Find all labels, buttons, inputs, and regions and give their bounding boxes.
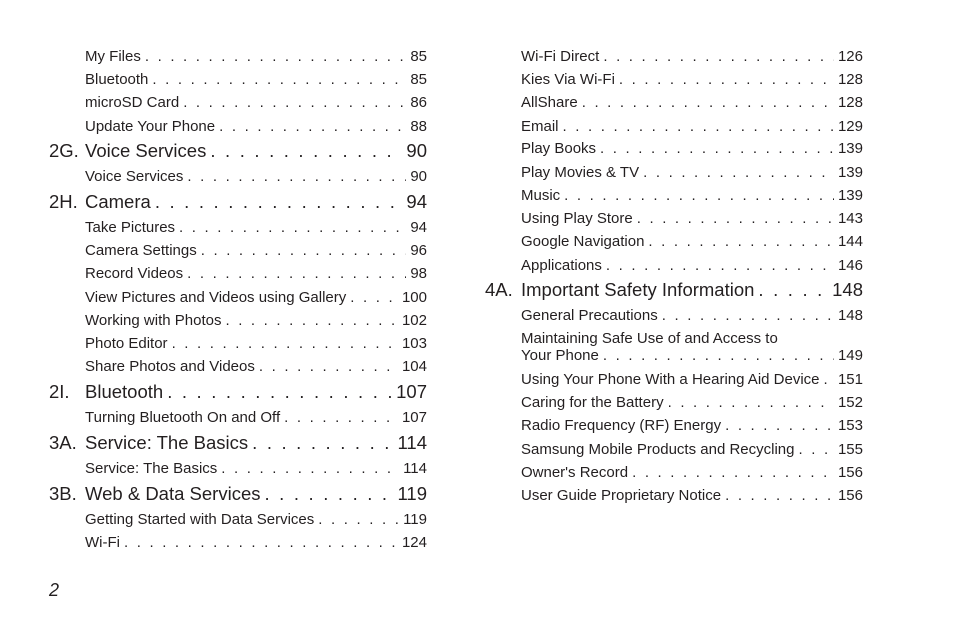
dot-leader [318,511,399,528]
toc-page-number: 90 [406,139,427,161]
dot-leader [637,210,834,227]
toc-entry-label: Play Books [521,140,597,157]
toc-entry-label: General Precautions [521,307,658,324]
toc-page-number: 144 [837,233,863,250]
dot-leader [187,168,406,185]
dot-leader [725,487,834,504]
toc-entry [521,257,863,274]
toc-page-number: 139 [837,140,863,157]
toc-page-number: 90 [410,168,427,185]
dot-leader [172,335,398,352]
toc-page-number: 148 [832,278,863,300]
toc-entry-label: Camera Settings [85,242,197,259]
toc-entry-label: Bluetooth [85,71,149,88]
dot-leader [619,71,834,88]
dot-leader [264,483,393,505]
toc-page-number: 149 [837,347,863,364]
dot-leader [152,71,406,88]
dot-leader [210,140,402,162]
dot-leader [221,460,399,477]
toc-entry-label: Record Videos [85,265,184,282]
toc-entry-label: Turning Bluetooth On and Off [85,409,281,426]
toc-chapter-title: Web & Data Services [85,482,261,504]
dot-leader [648,233,834,250]
dot-leader [252,432,393,454]
dot-leader [183,94,406,111]
toc-entry-label: Service: The Basics [85,460,218,477]
dot-leader [603,347,834,364]
toc-entry-label: Play Movies & TV [521,164,640,181]
dot-leader [582,94,834,111]
toc-page-number: 139 [837,187,863,204]
dot-leader [668,394,834,411]
toc-chapter-number: 3A. [49,431,77,453]
toc-entry-label: Wi-Fi [85,534,120,551]
toc-entry [85,48,427,65]
toc-page-number: 143 [837,210,863,227]
toc-page-number: 119 [397,482,427,504]
toc-entry [521,118,863,135]
toc-page-number: 107 [401,409,427,426]
toc-page-number: 88 [410,118,427,135]
toc-page-number: 86 [410,94,427,111]
dot-leader [643,164,834,181]
toc-chapter-entry [49,483,427,505]
toc-chapter-entry [49,381,427,403]
toc-entry [521,164,863,181]
toc-entry [521,48,863,65]
toc-chapter-label [49,432,248,454]
toc-chapter-number: 3B. [49,482,77,504]
toc-entry-label: Getting Started with Data Services [85,511,315,528]
toc-entry-label: Applications [521,257,602,274]
dot-leader [824,371,834,388]
toc-entry [85,242,427,259]
toc-page-number: 85 [410,71,427,88]
toc-chapter-label [49,483,260,505]
toc-entry [85,460,427,477]
toc-entry-label: Caring for the Battery [521,394,664,411]
toc-page-number: 128 [837,94,863,111]
toc-chapter-title: Camera [85,190,151,212]
toc-entry [521,371,863,388]
toc-entry [85,265,427,282]
toc-page-number: 128 [837,71,863,88]
dot-leader [155,191,403,213]
dot-leader [179,219,406,236]
toc-page-number: 126 [837,48,863,65]
toc-page-number: 152 [837,394,863,411]
toc-page-number: 94 [410,219,427,236]
toc-entry [521,464,863,481]
toc-chapter-entry [49,432,427,454]
toc-entry-label-line1: Maintaining Safe Use of and Access to [521,330,778,347]
toc-entry [521,140,863,157]
dot-leader [350,289,398,306]
toc-page-number: 100 [401,289,427,306]
toc-page-number: 146 [837,257,863,274]
toc-page-number: 156 [837,464,863,481]
toc-page-number: 148 [837,307,863,324]
toc-entry [85,511,427,528]
toc-entry [85,71,427,88]
toc-entry-label: Your Phone [521,347,599,364]
dot-leader [606,257,834,274]
toc-page-number: 129 [837,118,863,135]
toc-chapter-number: 2I. [49,380,70,402]
toc-entry-label: View Pictures and Videos using Gallery [85,289,347,306]
toc-entry [85,118,427,135]
toc-entry [85,358,427,375]
toc-entry-label: Radio Frequency (RF) Energy [521,417,722,434]
toc-page-number: 102 [401,312,427,329]
toc-page-number: 96 [410,242,427,259]
toc-chapter-number: 2H. [49,190,78,212]
toc-entry [521,210,863,227]
toc-entry-label: Photo Editor [85,335,168,352]
toc-page-number: 156 [837,487,863,504]
toc-entry [521,233,863,250]
toc-chapter-entry [49,140,427,162]
toc-chapter-label [485,279,754,301]
toc-entry [85,219,427,236]
toc-entry-label: Google Navigation [521,233,645,250]
toc-entry-label: Kies Via Wi-Fi [521,71,615,88]
toc-entry-label: Wi-Fi Direct [521,48,600,65]
toc-entry-label: Using Your Phone With a Hearing Aid Device [521,371,820,388]
toc-entry [521,441,863,458]
toc-entry [521,94,863,111]
dot-leader [145,48,406,65]
dot-leader [201,242,407,259]
dot-leader [284,409,398,426]
toc-chapter-entry [49,191,427,213]
toc-entry [85,289,427,306]
toc-chapter-number: 4A. [485,278,513,300]
toc-entry [521,417,863,434]
dot-leader [600,140,834,157]
toc-page-number: 114 [403,460,427,477]
toc-entry [521,307,863,324]
dot-leader [798,441,833,458]
toc-entry-label: Music [521,187,561,204]
toc-entry-label: My Files [85,48,141,65]
toc-entry-label: Update Your Phone [85,118,216,135]
dot-leader [167,381,392,403]
toc-entry [521,394,863,411]
toc-page-number: 155 [837,441,863,458]
toc-page-number: 124 [401,534,427,551]
toc-entry-label: Using Play Store [521,210,633,227]
toc-page-number: 151 [837,371,863,388]
dot-leader [219,118,406,135]
toc-chapter-title: Bluetooth [85,380,164,402]
toc-chapter-title: Important Safety Information [521,278,755,300]
dot-leader [632,464,834,481]
toc-entry-label: AllShare [521,94,578,111]
toc-entry [521,187,863,204]
toc-entry [85,94,427,111]
toc-entry [85,409,427,426]
toc-entry [85,312,427,329]
toc-entry-label: Voice Services [85,168,184,185]
toc-entry-label: Take Pictures [85,219,176,236]
toc-page-number: 119 [403,511,427,528]
dot-leader [225,312,398,329]
dot-leader [259,358,398,375]
dot-leader [563,118,834,135]
toc-page-number: 94 [406,190,427,212]
toc-entry-label: Working with Photos [85,312,222,329]
dot-leader [564,187,834,204]
toc-page-number: 103 [401,335,427,352]
toc-page-number: 114 [397,431,427,453]
toc-entry-label: Email [521,118,559,135]
toc-entry [85,335,427,352]
page-number: 2 [49,580,60,600]
toc-chapter-label [49,381,163,403]
toc-entry-label: Share Photos and Videos [85,358,255,375]
toc-entry-label: Samsung Mobile Products and Recycling [521,441,795,458]
toc-chapter-title: Service: The Basics [85,431,249,453]
toc-chapter-number: 2G. [49,139,79,161]
toc-page-number: 85 [410,48,427,65]
toc-chapter-label [49,140,206,162]
toc-chapter-label [49,191,151,213]
dot-leader [187,265,406,282]
toc-entry [85,534,427,551]
dot-leader [603,48,834,65]
dot-leader [124,534,398,551]
toc-chapter-entry [485,279,863,301]
toc-page-number: 98 [410,265,427,282]
toc-page-number: 104 [401,358,427,375]
toc-chapter-title: Voice Services [85,139,207,161]
toc-entry-label: Owner's Record [521,464,629,481]
toc-page-number: 107 [396,380,427,402]
dot-leader [725,417,834,434]
toc-entry [521,330,863,364]
dot-leader [662,307,834,324]
toc-entry [521,71,863,88]
toc-entry [85,168,427,185]
toc-entry [521,487,863,504]
toc-page-number: 139 [837,164,863,181]
toc-entry-label: User Guide Proprietary Notice [521,487,722,504]
dot-leader [758,279,828,301]
toc-entry-label: microSD Card [85,94,180,111]
toc-page-number: 153 [837,417,863,434]
